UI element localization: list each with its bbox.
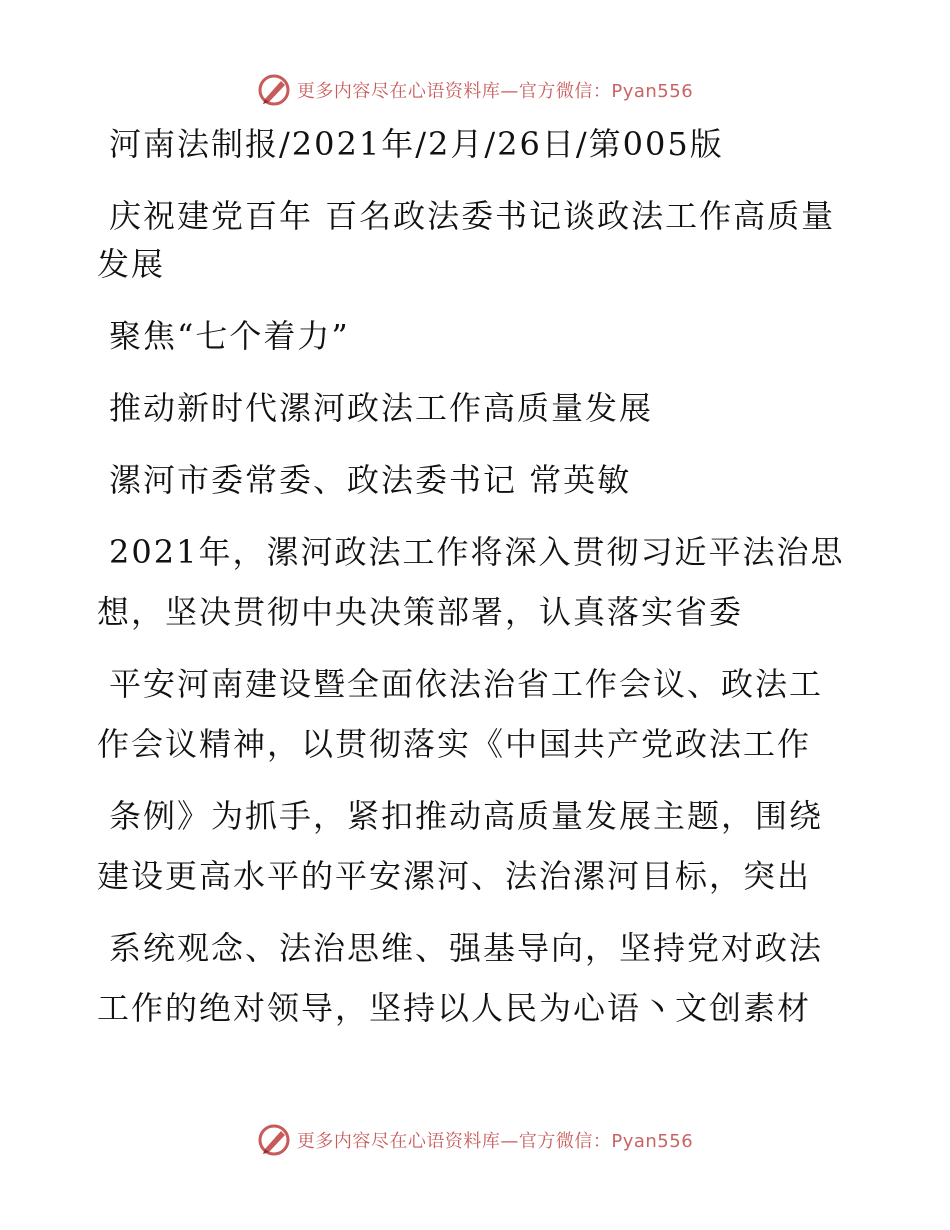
column-title-line-2: 发展: [97, 245, 166, 283]
paragraph-3-line-1: 条例》为抓手，紧扣推动高质量发展主题，围绕: [109, 797, 824, 835]
paragraph-3-line-2: 建设更高水平的平安漯河、法治漯河目标，突出: [97, 857, 812, 895]
paragraph-2-line-1: 平安河南建设暨全面依法治省工作会议、政法工: [109, 665, 824, 703]
watermark-footer: [0, 1120, 950, 1160]
subheadline: 推动新时代漯河政法工作高质量发展: [109, 389, 654, 427]
paragraph-1-line-2: 想，坚决贯彻中央决策部署，认真落实省委: [97, 593, 744, 631]
publication-header: 河南法制报/2021年/2月/26日/第005版: [109, 125, 724, 163]
paragraph-2-line-2: 作会议精神，以贯彻落实《中国共产党政法工作: [97, 725, 812, 763]
paragraph-4-line-2: 工作的绝对领导，坚持以人民为心语丶文创素材: [97, 989, 812, 1027]
paragraph-4-line-1: 系统观念、法治思维、强基导向，坚持党对政法: [109, 929, 824, 967]
headline: 聚焦“七个着力”: [109, 317, 350, 355]
byline: 漯河市委常委、政法委书记 常英敏: [109, 461, 632, 499]
pen-logo-icon: [257, 1123, 291, 1157]
watermark-text: 更多内容尽在心语资料库—官方微信：Pyan556: [296, 1131, 694, 1152]
watermark-text: 更多内容尽在心语资料库—官方微信：Pyan556: [296, 81, 694, 102]
watermark-header: [0, 70, 950, 110]
document-body: [97, 120, 857, 1032]
column-title-line-1: 庆祝建党百年 百名政法委书记谈政法工作高质量: [109, 197, 836, 235]
pen-logo-icon: [257, 73, 291, 107]
paragraph-1-line-1: 2021年，漯河政法工作将深入贯彻习近平法治思: [109, 533, 845, 571]
